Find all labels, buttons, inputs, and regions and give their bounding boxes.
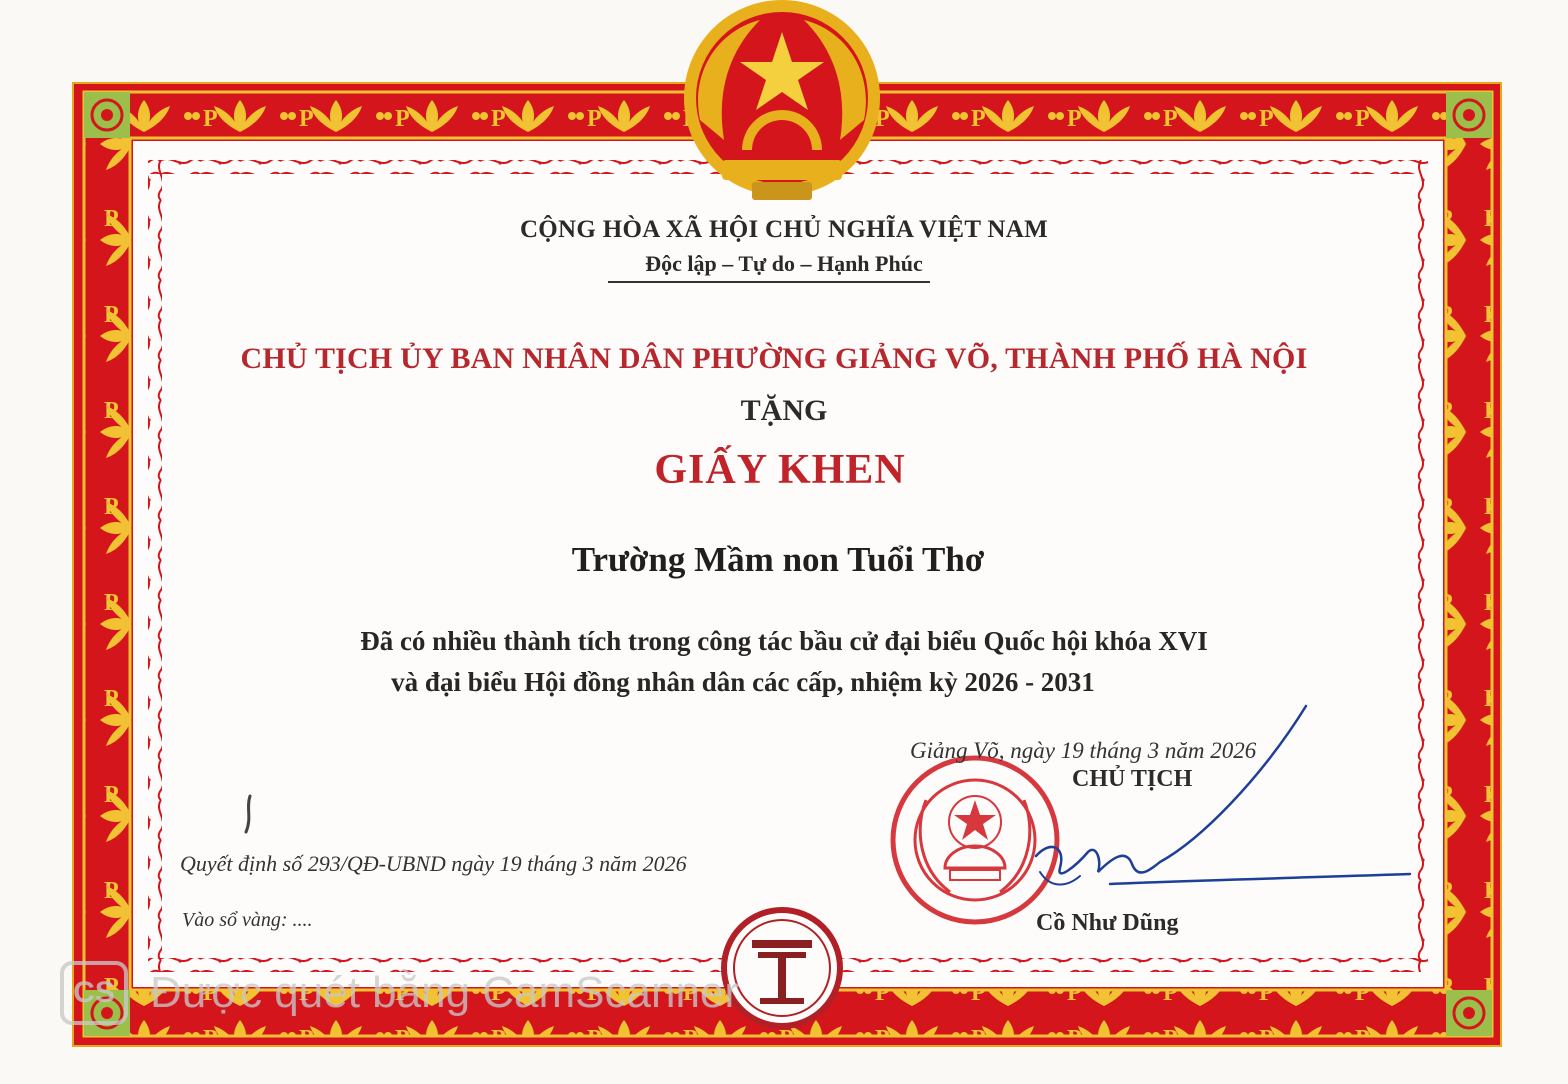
award-title: GIẤY KHEN [654, 447, 906, 493]
signer-role: CHỦ TỊCH [1072, 766, 1193, 792]
signer-name: Cồ Như Dũng [1036, 910, 1179, 936]
citation-line-2: và đại biểu Hội đồng nhân dân các cấp, nhiệm kỳ 2026 - 2031 [391, 667, 1095, 697]
camscanner-logo-icon: CS [60, 961, 128, 1025]
decision-number: Quyết định số 293/QĐ-UBND ngày 19 tháng 3 năm 2026 [180, 851, 687, 876]
watermark-text: Được quét bằng CamScanner [150, 968, 740, 1017]
issuer-title: CHỦ TỊCH ỦY BAN NHÂN DÂN PHƯỜNG GIẢNG VÕ, THÀNH PHỐ HÀ NỘI [240, 342, 1308, 375]
presents-label: TẶNG [740, 394, 828, 427]
date-place: Giảng Võ, ngày 19 tháng 3 năm 2026 [910, 738, 1257, 763]
gold-book-entry: Vào sổ vàng: .... [182, 909, 313, 931]
citation-line-1: Đã có nhiều thành tích trong công tác bầu cử đại biểu Quốc hội khóa XVI [360, 626, 1208, 656]
national-motto: Độc lập – Tự do – Hạnh Phúc [645, 251, 923, 276]
country-name: CỘNG HÒA XÃ HỘI CHỦ NGHĨA VIỆT NAM [519, 216, 1049, 243]
camscanner-watermark [60, 958, 739, 1028]
recipient-name: Trường Mầm non Tuổi Thơ [571, 540, 985, 579]
